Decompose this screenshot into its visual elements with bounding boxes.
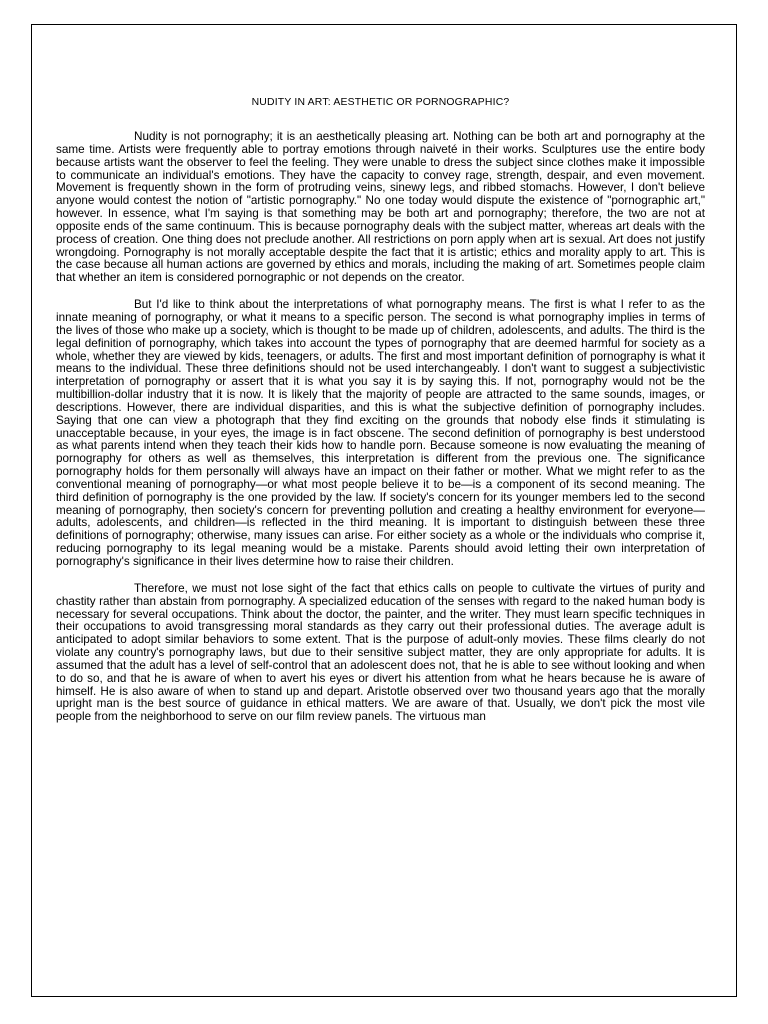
paragraph-3: Therefore, we must not lose sight of the fact that ethics calls on people to cultivate the virtues of purity and chastity rather than abstain from pornography. A specialized education of the senses with regard to the naked human body is necessary for several occupations. Think about the doctor, the painter, and the writer. They must learn specific techniques in their occupations to avoid transgressing moral standards as they carry out their professional duties. The average adult is anticipated to adopt similar behaviors to some extent. That is the purpose of adult-only movies. These films clearly do not violate any country's pornography laws, but due to their sensitive subject matter, they are only appropriate for adults. It is assumed that the adult has a level of self-control that an adolescent does not, that he is able to see without looking and when to do so, and that he is aware of when to avert his eyes or divert his attention from what he hears because he is aware of himself. He is also aware of when to stand up and depart. Aristotle observed over two thousand years ago that the morally upright man is the best source of guidance in ethical matters. We are aware of that. Usually, we don't pick the most vile people from the neighborhood to serve on our film review panels. The virtuous man [56, 581, 705, 724]
paragraph-2: But I'd like to think about the interpretations of what pornography means. The first is what I refer to as the innate meaning of pornography, or what it means to a specific person. The second is what pornography implies in terms of the lives of those who make up a society, which is thought to be made up of children, adolescents, and adults. The third is the legal definition of pornography, which takes into account the types of pornography that are deemed harmful for society as a whole, whether they are viewed by kids, teenagers, or adults. The first and most important definition of pornography is what it means to the individual. These three definitions should not be used interchangeably. I don't want to suggest a subjectivistic interpretation of pornography or assert that it is what you say it is by saying this. If not, pornography would not be the multibillion-dollar industry that it is now. It is likely that the majority of people are attracted to the same sounds, images, or descriptions. However, there are individual disparities, and this is what the subjective definition of pornography includes. Saying that one can view a photograph that they find exciting on the grounds that nobody else finds it stimulating is unacceptable because, in your eyes, the image is in fact obscene. The second definition of pornography is best understood as what parents intend when they teach their kids how to handle porn. Because someone is now evaluating the meaning of pornography for others as well as themselves, this interpretation is different from the previous one. The significance pornography holds for them personally will always have an impact on their father or mother. What we might refer to as the conventional meaning of pornography—or what most people believe it to be—is a component of its second meaning. The third definition of pornography is the one provided by the law. If society's concern for its younger members led to the second meaning of pornography, then society's concern for preventing pollution and creating a healthy environment for everyone—adults, adolescents, and children—is reflected in the third meaning. It is important to distinguish between these three definitions of pornography; otherwise, many issues can arise. For either society as a whole or the individuals who comprise it, reducing pornography to its legal meaning would be a mistake. Parents should avoid letting their own interpretation of pornography's significance in their lives determine how to raise their children. [56, 298, 705, 568]
document-title: NUDITY IN ART: AESTHETIC OR PORNOGRAPHIC? [251, 97, 510, 108]
document-body [56, 96, 705, 738]
paragraph-1: Nudity is not pornography; it is an aesthetically pleasing art. Nothing can be both art and pornography at the same time. Artists were frequently able to portray emotions through naiveté in their works. Sculptures use the entire body because artists want the observer to feel the feeling. They were unable to dress the subject since clothes make it impossible to communicate an individual's emotions. They have the capacity to convey rage, strength, despair, and even movement. Movement is frequently shown in the form of protruding veins, sinewy legs, and ribbed stomachs. However, I don't believe anyone would contest the notion of "artistic pornography." No one today would dispute the existence of "pornographic art," however. In essence, what I'm saying is that something may be both art and pornography; therefore, the two are not at opposite ends of the same continuum. This is because pornography deals with the subject matter, whereas art deals with the process of creation. One thing does not preclude another. All restrictions on porn apply when art is sexual. Art does not justify wrongdoing. Pornography is not morally acceptable despite the fact that it is artistic; ethics and morality apply to art. This is the case because all human actions are governed by ethics and morals, including the making of art. Sometimes people claim that whether an item is considered pornographic or not depends on the creator. [56, 130, 705, 285]
